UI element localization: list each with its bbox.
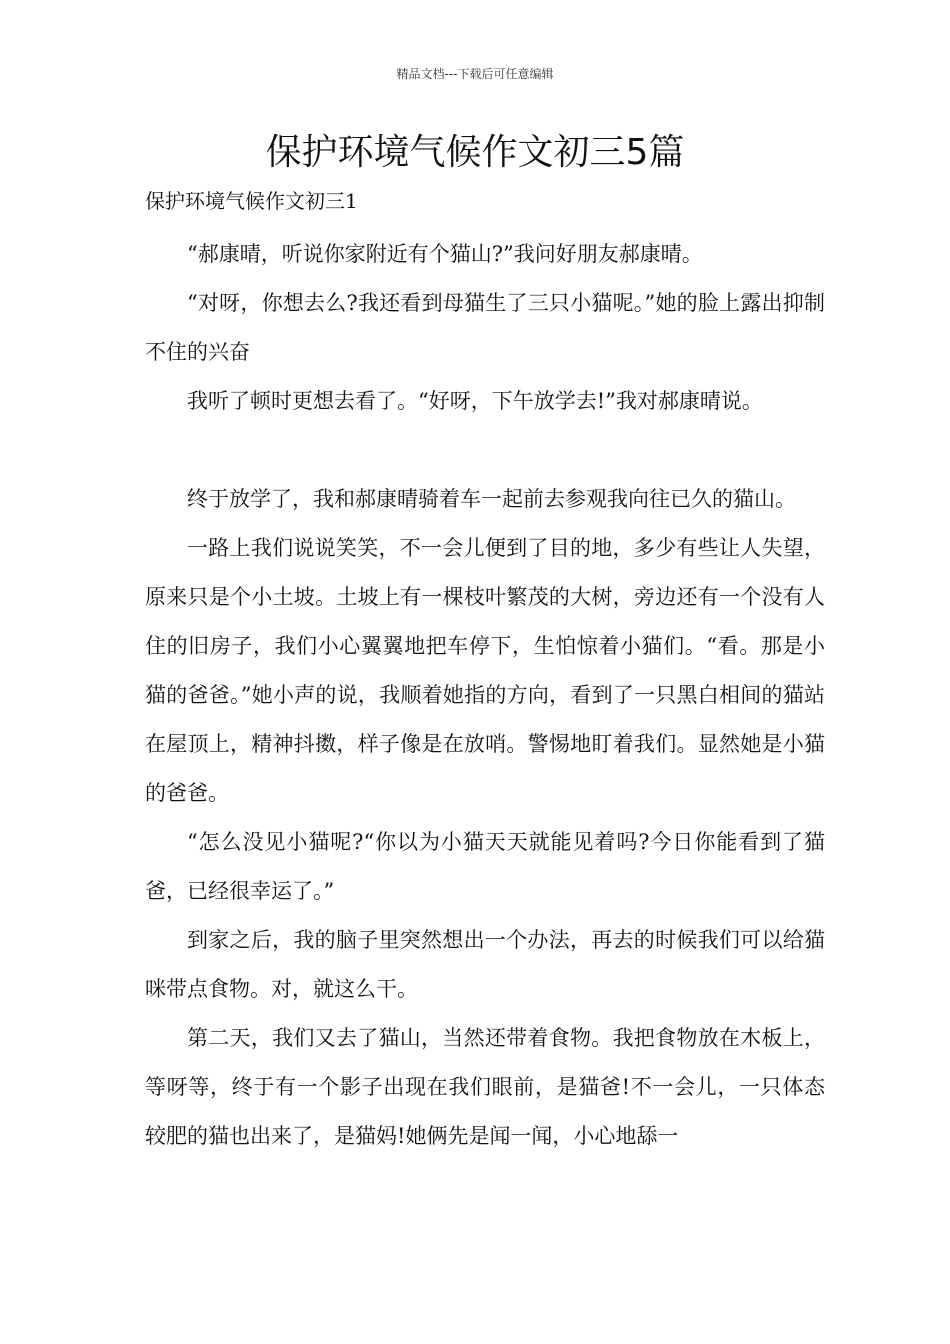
paragraph: 终于放学了，我和郝康晴骑着车一起前去参观我向往已久的猫山。 xyxy=(187,487,796,511)
page-header-caption: 精品文档---下载后可任意编辑 xyxy=(396,67,554,81)
paragraph: 我听了顿时更想去看了。“好呀，下午放学去!”我对郝康晴说。 xyxy=(187,389,763,413)
paragraph: “郝康晴，听说你家附近有个猫山?”我问好朋友郝康晴。 xyxy=(187,242,703,266)
essay-body xyxy=(145,230,825,1161)
document-title: 保护环境气候作文初三5篇 xyxy=(265,132,685,173)
section-heading: 保护环境气候作文初三1 xyxy=(145,189,358,213)
paragraph: “怎么没见小猫呢?“你以为小猫天天就能见着吗?今日你能看到了猫爸，已经很幸运了。” xyxy=(145,830,825,903)
paragraph: 第二天，我们又去了猫山，当然还带着食物。我把食物放在木板上，等呀等，终于有一个影子出现在我们眼前，是猫爸!不一会儿，一只体态较肥的猫也出来了，是猫妈!她俩先是闻一闻，小心地舔一 xyxy=(145,1026,825,1148)
paragraph: 一路上我们说说笑笑，不一会儿便到了目的地，多少有些让人失望，原来只是个小土坡。土坡上有一棵枝叶繁茂的大树，旁边还有一个没有人住的旧房子，我们小心翼翼地把车停下，生怕惊着小猫们。“看。那是小猫的爸爸。”她小声的说，我顺着她指的方向，看到了一只黑白相间的猫站在屋顶上，精神抖擞，样子像是在放哨。警惕地盯着我们。显然她是小猫的爸爸。 xyxy=(145,536,825,805)
paragraph: “对呀，你想去么?我还看到母猫生了三只小猫呢。”她的脸上露出抑制不住的兴奋 xyxy=(145,291,825,364)
paragraph: 到家之后，我的脑子里突然想出一个办法，再去的时候我们可以给猫咪带点食物。对，就这么干。 xyxy=(145,928,825,1001)
